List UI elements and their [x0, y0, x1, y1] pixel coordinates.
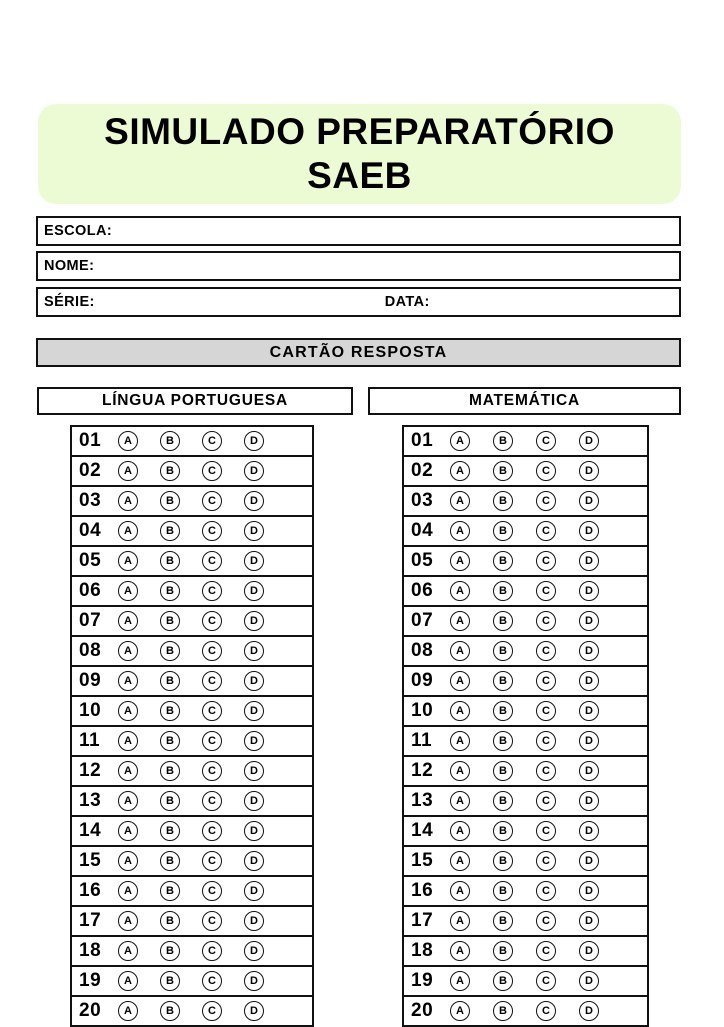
option-bubble-a[interactable]: A [118, 701, 138, 721]
option-bubble-d[interactable]: D [579, 881, 599, 901]
answer-row[interactable] [72, 697, 312, 727]
option-bubble-d[interactable]: D [244, 851, 264, 871]
option-bubble-b[interactable]: B [160, 941, 180, 961]
option-bubble-d[interactable]: D [244, 611, 264, 631]
answer-row[interactable] [72, 607, 312, 637]
option-bubble-c[interactable]: C [536, 491, 556, 511]
option-bubbles [118, 791, 286, 811]
answer-row[interactable] [404, 607, 647, 637]
answer-row[interactable] [404, 487, 647, 517]
question-number: 06 [79, 580, 102, 601]
option-bubbles [450, 791, 622, 811]
answer-row[interactable] [404, 757, 647, 787]
question-number: 18 [411, 940, 434, 961]
option-bubble-a[interactable]: A [118, 581, 138, 601]
question-number: 11 [411, 730, 433, 751]
question-number: 05 [79, 550, 102, 571]
option-bubble-d[interactable]: D [244, 461, 264, 481]
option-bubbles [450, 671, 622, 691]
field-data-label: DATA: [384, 294, 430, 310]
option-bubble-d[interactable]: D [244, 431, 264, 451]
question-number: 19 [79, 970, 102, 991]
option-bubble-b[interactable]: B [160, 911, 180, 931]
option-bubbles [118, 731, 286, 751]
subject-header-portuguese-label: LÍNGUA PORTUGUESA [101, 392, 289, 409]
option-bubble-a[interactable]: A [450, 941, 470, 961]
answer-row[interactable] [404, 727, 647, 757]
subject-header-portuguese [37, 387, 353, 415]
answer-row[interactable] [72, 967, 312, 997]
option-bubble-c[interactable]: C [202, 821, 222, 841]
answer-row[interactable] [72, 427, 312, 457]
option-bubble-a[interactable]: A [450, 851, 470, 871]
option-bubble-b[interactable]: B [493, 851, 513, 871]
answer-row[interactable] [72, 997, 312, 1027]
question-number: 09 [411, 670, 434, 691]
option-bubble-a[interactable]: A [450, 611, 470, 631]
answer-row[interactable] [72, 907, 312, 937]
option-bubble-c[interactable]: C [202, 1001, 222, 1021]
option-bubble-a[interactable]: A [118, 641, 138, 661]
option-bubble-a[interactable]: A [450, 641, 470, 661]
field-nome[interactable] [36, 251, 681, 281]
option-bubble-b[interactable]: B [493, 701, 513, 721]
option-bubble-a[interactable]: A [450, 971, 470, 991]
option-bubble-d[interactable]: D [244, 881, 264, 901]
option-bubble-b[interactable]: B [493, 491, 513, 511]
option-bubbles [118, 911, 286, 931]
option-bubble-d[interactable]: D [579, 971, 599, 991]
option-bubbles [118, 461, 286, 481]
question-number: 14 [411, 820, 434, 841]
option-bubble-c[interactable]: C [202, 941, 222, 961]
option-bubble-a[interactable]: A [450, 881, 470, 901]
option-bubble-b[interactable]: B [160, 581, 180, 601]
option-bubble-d[interactable]: D [579, 671, 599, 691]
option-bubble-d[interactable]: D [579, 821, 599, 841]
option-bubble-c[interactable]: C [536, 671, 556, 691]
answer-row[interactable] [72, 487, 312, 517]
option-bubble-b[interactable]: B [160, 791, 180, 811]
answer-row[interactable] [404, 577, 647, 607]
option-bubble-c[interactable]: C [202, 581, 222, 601]
option-bubbles [118, 941, 286, 961]
option-bubble-a[interactable]: A [118, 791, 138, 811]
option-bubbles [118, 1001, 286, 1021]
option-bubbles [118, 851, 286, 871]
option-bubble-c[interactable]: C [536, 731, 556, 751]
option-bubble-b[interactable]: B [160, 461, 180, 481]
option-bubble-a[interactable]: A [450, 491, 470, 511]
option-bubble-a[interactable]: A [118, 761, 138, 781]
option-bubble-c[interactable]: C [202, 551, 222, 571]
option-bubble-c[interactable]: C [202, 491, 222, 511]
question-number: 05 [411, 550, 434, 571]
question-number: 14 [79, 820, 102, 841]
option-bubble-a[interactable]: A [450, 731, 470, 751]
option-bubble-a[interactable]: A [450, 581, 470, 601]
option-bubble-d[interactable]: D [244, 581, 264, 601]
option-bubble-a[interactable]: A [118, 461, 138, 481]
field-serie-label: SÉRIE: [44, 294, 95, 310]
option-bubble-b[interactable]: B [493, 521, 513, 541]
option-bubble-c[interactable]: C [202, 611, 222, 631]
option-bubble-c[interactable]: C [536, 611, 556, 631]
answer-grid-math [402, 425, 649, 1027]
option-bubble-b[interactable]: B [493, 971, 513, 991]
question-number: 10 [79, 700, 102, 721]
option-bubble-c[interactable]: C [536, 821, 556, 841]
answer-row[interactable] [72, 817, 312, 847]
answer-row[interactable] [72, 517, 312, 547]
option-bubble-d[interactable]: D [579, 941, 599, 961]
field-escola[interactable] [36, 216, 681, 246]
option-bubbles [450, 761, 622, 781]
option-bubbles [450, 641, 622, 661]
question-number: 12 [411, 760, 434, 781]
option-bubble-c[interactable]: C [202, 791, 222, 811]
option-bubble-a[interactable]: A [118, 731, 138, 751]
option-bubble-d[interactable]: D [579, 731, 599, 751]
question-number: 03 [411, 490, 434, 511]
option-bubble-b[interactable]: B [493, 791, 513, 811]
option-bubble-a[interactable]: A [118, 551, 138, 571]
option-bubble-b[interactable]: B [160, 491, 180, 511]
answer-row[interactable] [72, 937, 312, 967]
option-bubble-a[interactable]: A [450, 1001, 470, 1021]
option-bubbles [118, 491, 286, 511]
answer-row[interactable] [404, 637, 647, 667]
option-bubble-a[interactable]: A [118, 611, 138, 631]
option-bubble-b[interactable]: B [493, 761, 513, 781]
option-bubble-b[interactable]: B [160, 431, 180, 451]
option-bubble-a[interactable]: A [118, 911, 138, 931]
question-number: 07 [411, 610, 434, 631]
option-bubble-a[interactable]: A [450, 821, 470, 841]
option-bubble-c[interactable]: C [536, 461, 556, 481]
option-bubbles [450, 701, 622, 721]
option-bubble-c[interactable]: C [202, 731, 222, 751]
option-bubble-c[interactable]: C [536, 881, 556, 901]
option-bubble-a[interactable]: A [450, 461, 470, 481]
option-bubble-c[interactable]: C [202, 851, 222, 871]
answer-row[interactable] [404, 667, 647, 697]
option-bubble-a[interactable]: A [450, 791, 470, 811]
option-bubbles [118, 971, 286, 991]
question-number: 03 [79, 490, 102, 511]
option-bubble-c[interactable]: C [536, 431, 556, 451]
option-bubble-c[interactable]: C [202, 641, 222, 661]
option-bubble-a[interactable]: A [118, 671, 138, 691]
question-number: 09 [79, 670, 102, 691]
option-bubbles [450, 941, 622, 961]
option-bubble-c[interactable]: C [536, 521, 556, 541]
option-bubble-b[interactable]: B [160, 671, 180, 691]
answer-row[interactable] [72, 457, 312, 487]
option-bubble-a[interactable]: A [118, 1001, 138, 1021]
option-bubble-d[interactable]: D [579, 431, 599, 451]
question-number: 08 [411, 640, 434, 661]
answer-row[interactable] [404, 457, 647, 487]
option-bubble-d[interactable]: D [244, 551, 264, 571]
option-bubble-d[interactable]: D [579, 581, 599, 601]
field-escola-label: ESCOLA: [44, 223, 113, 239]
option-bubble-c[interactable]: C [202, 761, 222, 781]
option-bubble-c[interactable]: C [202, 881, 222, 901]
option-bubbles [450, 731, 622, 751]
option-bubble-d[interactable]: D [244, 1001, 264, 1021]
answer-row[interactable] [72, 757, 312, 787]
option-bubble-d[interactable]: D [579, 791, 599, 811]
option-bubble-b[interactable]: B [493, 431, 513, 451]
question-number: 07 [79, 610, 102, 631]
option-bubble-c[interactable]: C [202, 671, 222, 691]
option-bubbles [450, 821, 622, 841]
option-bubble-a[interactable]: A [450, 551, 470, 571]
option-bubbles [450, 881, 622, 901]
question-number: 11 [79, 730, 101, 751]
option-bubble-a[interactable]: A [450, 911, 470, 931]
option-bubble-d[interactable]: D [579, 551, 599, 571]
option-bubble-a[interactable]: A [118, 431, 138, 451]
field-serie-data[interactable] [36, 287, 681, 317]
option-bubble-a[interactable]: A [118, 941, 138, 961]
option-bubbles [118, 671, 286, 691]
option-bubble-b[interactable]: B [493, 641, 513, 661]
option-bubble-b[interactable]: B [160, 851, 180, 871]
option-bubble-b[interactable]: B [160, 731, 180, 751]
option-bubble-a[interactable]: A [450, 671, 470, 691]
option-bubble-b[interactable]: B [160, 701, 180, 721]
answer-row[interactable] [404, 997, 647, 1027]
option-bubble-d[interactable]: D [579, 851, 599, 871]
option-bubble-a[interactable]: A [118, 491, 138, 511]
answer-row[interactable] [72, 847, 312, 877]
option-bubble-d[interactable]: D [244, 491, 264, 511]
option-bubbles [118, 701, 286, 721]
option-bubble-d[interactable]: D [579, 491, 599, 511]
option-bubble-b[interactable]: B [160, 821, 180, 841]
option-bubble-b[interactable]: B [493, 551, 513, 571]
answer-row[interactable] [404, 967, 647, 997]
option-bubble-b[interactable]: B [160, 641, 180, 661]
option-bubble-c[interactable]: C [536, 941, 556, 961]
question-number: 02 [79, 460, 102, 481]
option-bubble-c[interactable]: C [536, 641, 556, 661]
answer-card-bar [36, 338, 681, 367]
option-bubble-b[interactable]: B [493, 581, 513, 601]
option-bubbles [450, 581, 622, 601]
question-number: 17 [411, 910, 434, 931]
option-bubble-a[interactable]: A [118, 821, 138, 841]
option-bubbles [450, 1001, 622, 1021]
option-bubble-c[interactable]: C [536, 1001, 556, 1021]
subject-header-math-label: MATEMÁTICA [468, 392, 581, 409]
option-bubble-c[interactable]: C [536, 701, 556, 721]
option-bubble-c[interactable]: C [536, 551, 556, 571]
option-bubble-b[interactable]: B [160, 881, 180, 901]
option-bubbles [450, 851, 622, 871]
option-bubbles [450, 431, 622, 451]
answer-row[interactable] [72, 547, 312, 577]
option-bubble-c[interactable]: C [202, 701, 222, 721]
option-bubble-d[interactable]: D [579, 761, 599, 781]
option-bubble-c[interactable]: C [536, 761, 556, 781]
option-bubble-c[interactable]: C [202, 521, 222, 541]
option-bubble-a[interactable]: A [118, 971, 138, 991]
option-bubbles [118, 431, 286, 451]
option-bubble-d[interactable]: D [244, 521, 264, 541]
option-bubble-b[interactable]: B [160, 611, 180, 631]
answer-row[interactable] [72, 787, 312, 817]
option-bubble-d[interactable]: D [244, 731, 264, 751]
question-number: 20 [411, 1000, 434, 1021]
option-bubble-c[interactable]: C [202, 461, 222, 481]
option-bubbles [118, 821, 286, 841]
question-number: 15 [411, 850, 434, 871]
option-bubbles [118, 641, 286, 661]
option-bubble-b[interactable]: B [493, 881, 513, 901]
title-line-1: SIMULADO PREPARATÓRIO [104, 111, 615, 152]
question-number: 01 [79, 430, 102, 451]
option-bubble-c[interactable]: C [536, 791, 556, 811]
option-bubbles [118, 581, 286, 601]
title-banner [38, 104, 681, 204]
option-bubble-b[interactable]: B [493, 911, 513, 931]
option-bubble-d[interactable]: D [244, 821, 264, 841]
question-number: 19 [411, 970, 434, 991]
option-bubble-c[interactable]: C [202, 911, 222, 931]
option-bubble-d[interactable]: D [579, 521, 599, 541]
answer-row[interactable] [72, 727, 312, 757]
answer-row[interactable] [404, 787, 647, 817]
answer-row[interactable] [404, 907, 647, 937]
option-bubble-d[interactable]: D [579, 641, 599, 661]
option-bubble-a[interactable]: A [450, 431, 470, 451]
option-bubble-b[interactable]: B [493, 821, 513, 841]
option-bubble-d[interactable]: D [579, 611, 599, 631]
question-number: 06 [411, 580, 434, 601]
option-bubbles [450, 551, 622, 571]
option-bubble-b[interactable]: B [160, 551, 180, 571]
option-bubble-d[interactable]: D [579, 461, 599, 481]
option-bubble-c[interactable]: C [536, 971, 556, 991]
option-bubble-d[interactable]: D [244, 941, 264, 961]
question-number: 01 [411, 430, 434, 451]
answer-row[interactable] [404, 817, 647, 847]
option-bubble-d[interactable]: D [244, 791, 264, 811]
option-bubbles [118, 611, 286, 631]
option-bubbles [450, 611, 622, 631]
option-bubble-d[interactable]: D [244, 641, 264, 661]
option-bubble-a[interactable]: A [450, 761, 470, 781]
answer-row[interactable] [72, 577, 312, 607]
question-number: 02 [411, 460, 434, 481]
question-number: 16 [79, 880, 102, 901]
question-number: 18 [79, 940, 102, 961]
title-line-2: SAEB [307, 155, 412, 196]
option-bubble-a[interactable]: A [118, 521, 138, 541]
option-bubble-d[interactable]: D [244, 701, 264, 721]
option-bubble-c[interactable]: C [202, 431, 222, 451]
option-bubble-b[interactable]: B [493, 611, 513, 631]
question-number: 20 [79, 1000, 102, 1021]
option-bubbles [118, 521, 286, 541]
question-number: 12 [79, 760, 102, 781]
option-bubble-d[interactable]: D [244, 971, 264, 991]
answer-row[interactable] [72, 637, 312, 667]
option-bubble-a[interactable]: A [450, 521, 470, 541]
option-bubble-c[interactable]: C [536, 911, 556, 931]
option-bubble-a[interactable]: A [450, 701, 470, 721]
question-number: 13 [79, 790, 102, 811]
answer-card-bar-label: CARTÃO RESPOSTA [269, 343, 448, 361]
answer-row[interactable] [72, 667, 312, 697]
option-bubble-c[interactable]: C [536, 851, 556, 871]
field-nome-label: NOME: [44, 258, 95, 274]
answer-row[interactable] [404, 937, 647, 967]
option-bubble-d[interactable]: D [579, 701, 599, 721]
option-bubble-a[interactable]: A [118, 881, 138, 901]
option-bubble-b[interactable]: B [160, 761, 180, 781]
answer-row[interactable] [404, 877, 647, 907]
subject-header-math [368, 387, 681, 415]
question-number: 10 [411, 700, 434, 721]
option-bubbles [450, 461, 622, 481]
question-number: 13 [411, 790, 434, 811]
option-bubbles [450, 911, 622, 931]
option-bubbles [450, 521, 622, 541]
option-bubble-a[interactable]: A [118, 851, 138, 871]
option-bubble-d[interactable]: D [244, 911, 264, 931]
option-bubble-b[interactable]: B [160, 971, 180, 991]
option-bubbles [118, 881, 286, 901]
answer-row[interactable] [404, 517, 647, 547]
question-number: 15 [79, 850, 102, 871]
question-number: 16 [411, 880, 434, 901]
option-bubble-d[interactable]: D [244, 761, 264, 781]
option-bubble-b[interactable]: B [160, 1001, 180, 1021]
option-bubble-d[interactable]: D [244, 671, 264, 691]
option-bubble-d[interactable]: D [579, 1001, 599, 1021]
option-bubbles [450, 491, 622, 511]
option-bubble-b[interactable]: B [493, 461, 513, 481]
option-bubbles [450, 971, 622, 991]
option-bubble-b[interactable]: B [493, 941, 513, 961]
option-bubble-d[interactable]: D [579, 911, 599, 931]
option-bubble-b[interactable]: B [493, 731, 513, 751]
option-bubble-b[interactable]: B [493, 1001, 513, 1021]
question-number: 04 [411, 520, 434, 541]
answer-grid-portuguese [70, 425, 314, 1027]
option-bubble-b[interactable]: B [160, 521, 180, 541]
answer-row[interactable] [72, 877, 312, 907]
option-bubbles [118, 551, 286, 571]
option-bubble-c[interactable]: C [536, 581, 556, 601]
answer-row[interactable] [404, 427, 647, 457]
option-bubbles [118, 761, 286, 781]
option-bubble-c[interactable]: C [202, 971, 222, 991]
answer-row[interactable] [404, 847, 647, 877]
option-bubble-b[interactable]: B [493, 671, 513, 691]
answer-row[interactable] [404, 697, 647, 727]
question-number: 17 [79, 910, 102, 931]
question-number: 04 [79, 520, 102, 541]
question-number: 08 [79, 640, 102, 661]
answer-row[interactable] [404, 547, 647, 577]
